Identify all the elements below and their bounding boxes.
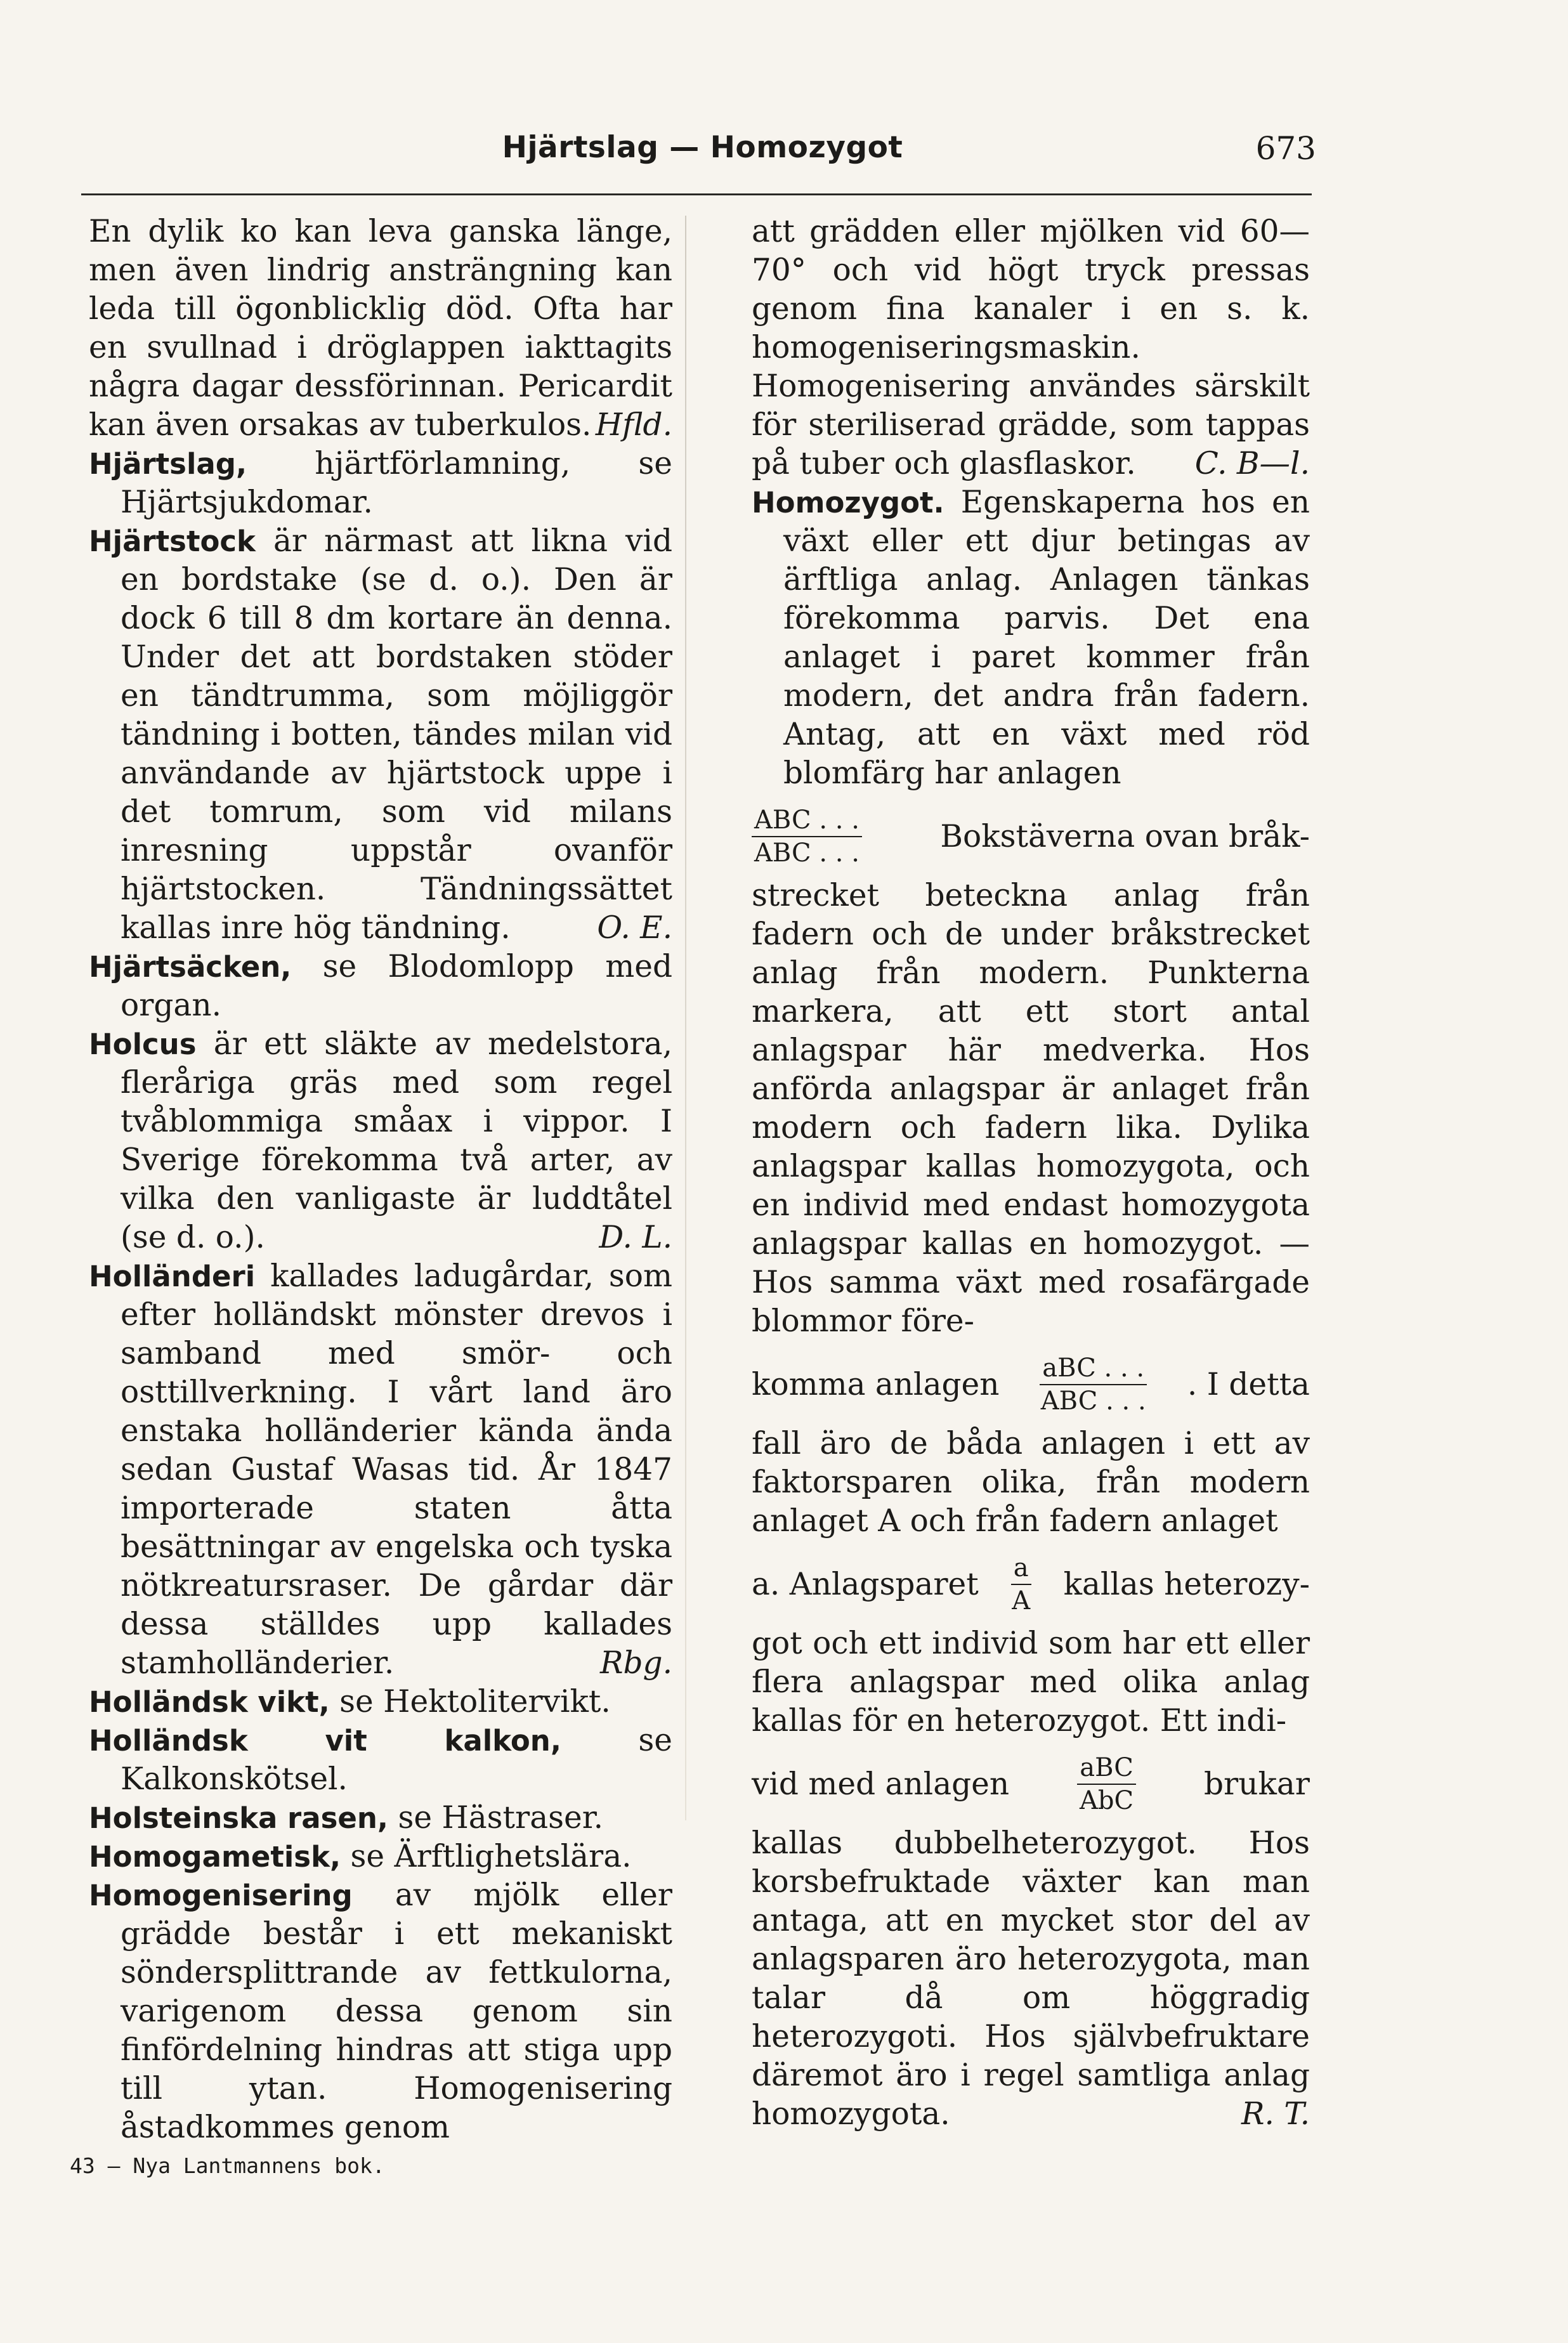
- header-rule: [81, 193, 1312, 195]
- headword: Holcus: [89, 1028, 197, 1061]
- left-column: [89, 212, 672, 2147]
- entry-hollanderi: Holländeri kallades ladugårdar, som efter holländskt mönster drevos i samband med smör- och osttillverkning. I vårt land äro enstaka holländerier kända ända sedan Gustaf Wasas tid. År 1847 importerade staten åtta besättningar av engelska och tyska nötkreatursraser. De gårdar där dessa ställdes upp kallades stamholländerier. Rbg.: [89, 1257, 672, 1683]
- running-head: Hjärtslag — Homozygot: [502, 130, 903, 165]
- right-column: [752, 212, 1310, 2134]
- headword: Holländeri: [89, 1260, 256, 1293]
- headword: Holländsk vikt,: [89, 1685, 330, 1719]
- headword: Homogenisering: [89, 1879, 353, 1912]
- formula-line: a. Anlagsparet $\frac{a}{A}$ kallas heterozy-: [752, 1553, 1310, 1615]
- page-footer: 43 — Nya Lantmannens bok.: [70, 2153, 385, 2178]
- page-header: [89, 130, 1316, 181]
- signature: O. E.: [597, 910, 672, 946]
- formula-line: $\frac{\text{ABC . . .}}{\text{ABC . . .}}$ Bokstäverna ovan bråk-: [752, 806, 1310, 868]
- signature: C. B—l.: [1194, 446, 1310, 481]
- headword: Holsteinska rasen,: [89, 1801, 389, 1835]
- headword: Hjärtstock: [89, 525, 256, 558]
- headword: Hjärtsäcken,: [89, 950, 292, 984]
- entry-holcus: Holcus är ett släkte av medelstora, fleråriga gräs med som regel tvåblommiga småax i vippor. I Sverige förekomma två arter, av vilka den vanligaste är luddtåtel (se d. o.). D. L.: [89, 1025, 672, 1257]
- paragraph: strecket beteckna anlag från fadern och de under bråkstrecket anlag från modern. Punkterna markera, att ett stort antal anlagspar här medverka. Hos anförda anlagspar är anlaget från modern och fadern lika. Dylika anlagspar kallas homozygota, och en individ med endast homozygota anlagspar kallas en homozygot. — Hos samma växt med rosafärgade blommor före-: [752, 878, 1310, 1339]
- entry-holsteinska-rasen: Holsteinska rasen, se Hästraser.: [89, 1800, 604, 1836]
- entry-hollandsk-vit-kalkon: Holländsk vit kalkon, se Kalkonskötsel.: [89, 1723, 672, 1797]
- fraction: $\frac{\text{ABC . . .}}{\text{ABC . . .}}$: [752, 806, 862, 868]
- entry-hjartslag: Hjärtslag, hjärtförlamning, se Hjärtsjukdomar.: [89, 446, 672, 520]
- entry-homogametisk: Homogametisk, se Ärftlighetslära.: [89, 1839, 632, 1874]
- paragraph: kallas dubbelheterozygot. Hos korsbefruktade växter kan man antaga, att en mycket stor del av anlagsparen äro heterozygota, man talar då om höggradig heterozygoti. Hos självbefruktare däremot äro i regel samtliga anlag homozygota. R. T.: [752, 1824, 1310, 2134]
- entry-hollandsk-vikt: Holländsk vikt, se Hektolitervikt.: [89, 1684, 611, 1720]
- paragraph: En dylik ko kan leva ganska länge, men även lindrig ansträngning kan leda till ögonblicklig död. Ofta har en svullnad i dröglappen iakttagits några dagar dessförinnan. Pericardit kan även orsakas av tuberkulos. Hfld.: [89, 212, 672, 445]
- headword: Hjärtslag,: [89, 447, 247, 481]
- entry-hjartstock: Hjärtstock är närmast att likna vid en bordstake (se d. o.). Den är dock 6 till 8 dm kortare än denna. Under det att bordstaken stöder en tändtrumma, som möjliggör tändning i botten, tändes milan vid användande av hjärtstock uppe i det tomrum, som vid milans inresning uppstår ovanför hjärtstocken. Tändningssättet kallas inre hög tändning. O. E.: [89, 522, 672, 948]
- column-divider: [685, 216, 686, 1820]
- paragraph: got och ett individ som har ett eller flera anlagspar med olika anlag kallas för en heterozygot. Ett indi-: [752, 1626, 1310, 1739]
- signature: R. T.: [1241, 2096, 1310, 2132]
- formula-line: komma anlagen $\frac{\text{aBC . . .}}{\text{ABC . . .}}$ . I detta: [752, 1354, 1310, 1416]
- signature: D. L.: [599, 1220, 672, 1255]
- headword: Holländsk vit kalkon,: [89, 1724, 561, 1758]
- entry-homogenisering: Homogenisering av mjölk eller grädde består i ett mekaniskt söndersplittrande av fettkulorna, varigenom dessa genom sin finfördelning hindras att stiga upp till ytan. Homogenisering åstadkommes genom: [89, 1877, 672, 2145]
- formula-line: vid med anlagen $\frac{\text{aBC}}{\text{AbC}}$ brukar: [752, 1753, 1310, 1815]
- signature: Hfld.: [595, 407, 672, 443]
- entry-hjartsacken: Hjärtsäcken, se Blodomlopp med organ.: [89, 949, 672, 1023]
- page-number: 673: [1255, 130, 1316, 167]
- fraction: $\frac{\text{aBC . . .}}{\text{ABC . . .}}$: [1040, 1354, 1146, 1416]
- headword: Homogametisk,: [89, 1840, 341, 1874]
- entry-homozygot: Homozygot. Egenskaperna hos en växt eller ett djur betingas av ärftliga anlag. Anlagen tänkas förekomma parvis. Det ena anlaget i paret kommer från modern, det andra från fadern. Antag, att en växt med röd blomfärg har anlagen: [752, 485, 1310, 791]
- paragraph: att grädden eller mjölken vid 60—70° och vid högt tryck pressas genom fina kanaler i en s. k. homogeniseringsmaskin. Homogenisering användes särskilt för steriliserad grädde, som tappas på tuber och glasflaskor. C. B—l.: [752, 212, 1310, 483]
- paragraph: fall äro de båda anlagen i ett av faktorsparen olika, från modern anlaget A och från fadern anlaget: [752, 1426, 1310, 1539]
- fraction: $\frac{\text{aBC}}{\text{AbC}}$: [1077, 1753, 1136, 1815]
- fraction: $\frac{a}{A}$: [1012, 1553, 1031, 1615]
- signature: Rbg.: [599, 1645, 672, 1681]
- headword: Homozygot.: [752, 486, 944, 519]
